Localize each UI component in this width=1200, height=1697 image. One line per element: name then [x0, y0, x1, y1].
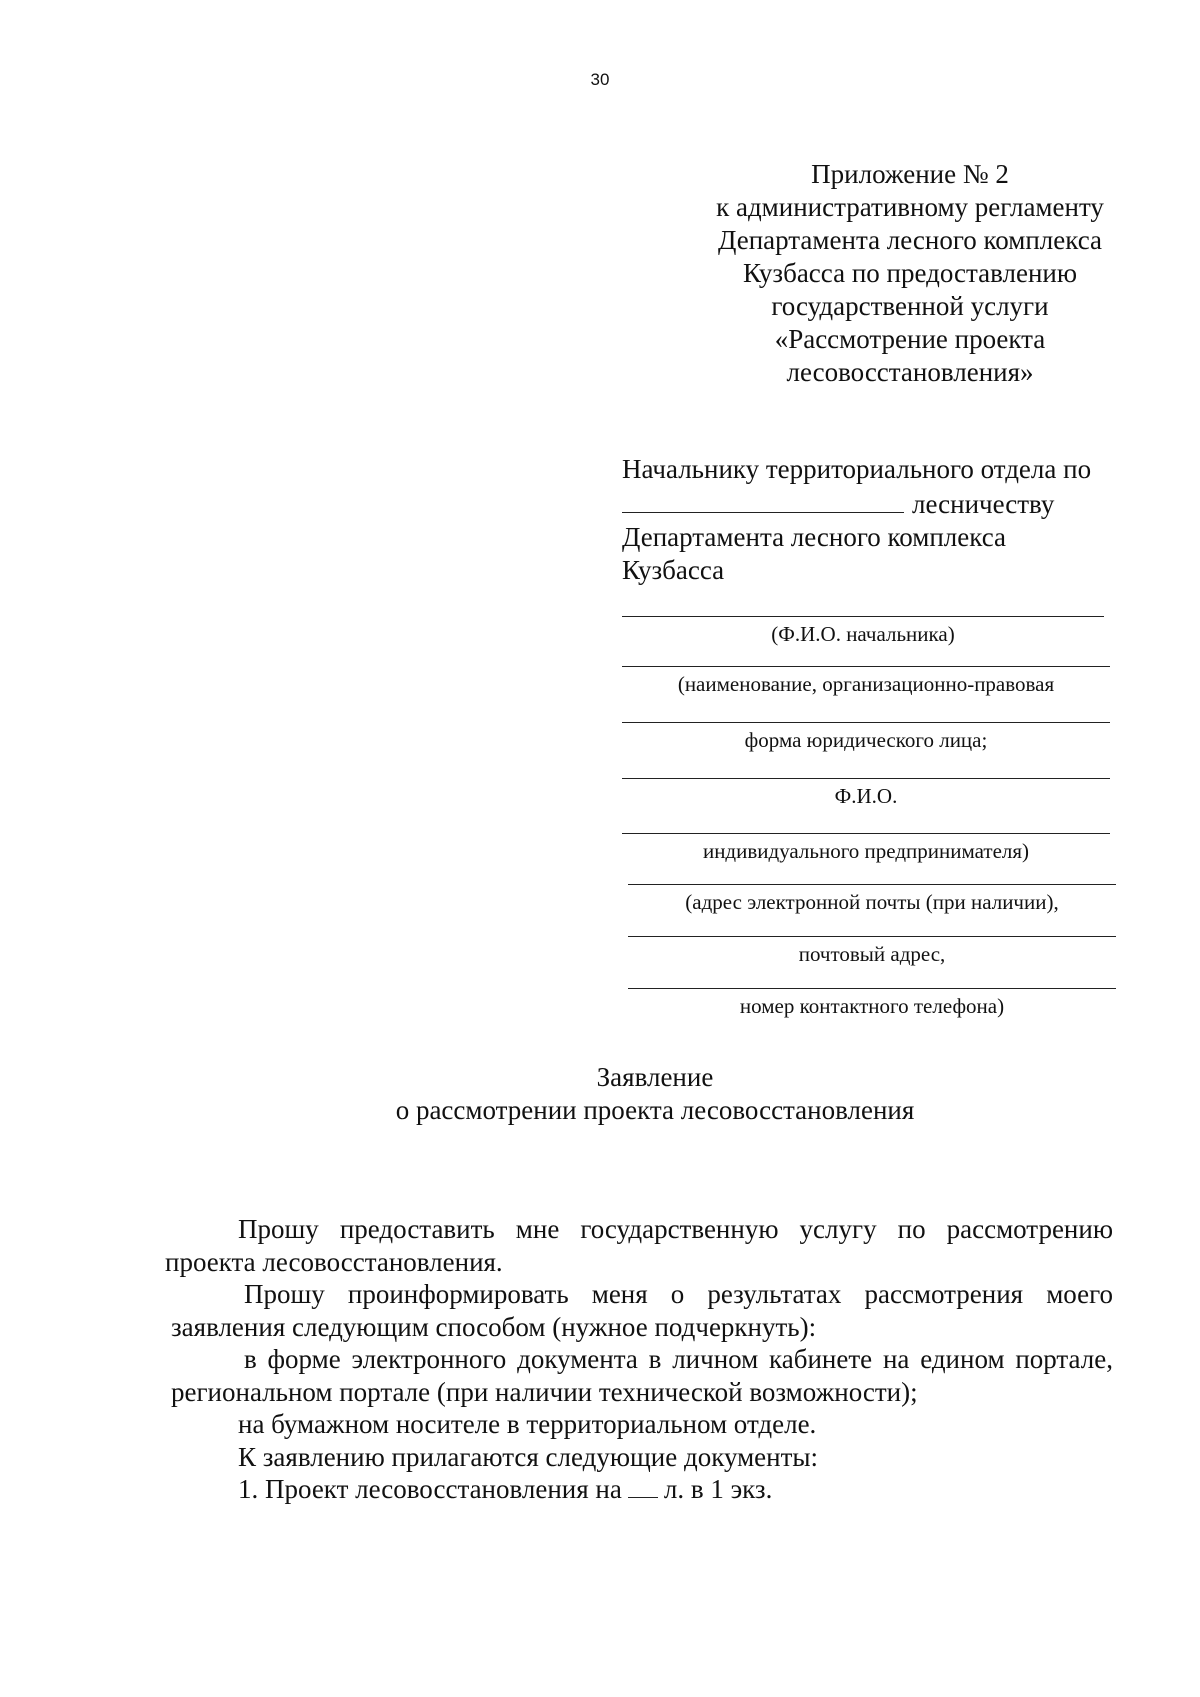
appendix-line: Департамента лесного комплекса — [718, 225, 1102, 255]
addressee-line-suffix: лесничеству — [912, 489, 1055, 519]
body-paragraph: Прошу предоставить мне государственную услугу по рассмотрению проекта лесовосстановления. — [165, 1214, 1113, 1277]
phone-field[interactable] — [628, 988, 1116, 1019]
document-title — [0, 1061, 1200, 1127]
appendix-line: Приложение № 2 — [811, 159, 1009, 189]
field-caption: форма юридического лица; — [744, 728, 988, 752]
fill-line — [628, 988, 1116, 989]
fill-line — [622, 778, 1110, 779]
field-caption: номер контактного телефона) — [739, 994, 1005, 1018]
appendix-header — [700, 158, 1120, 389]
entrepreneur-field[interactable] — [622, 833, 1110, 864]
fio-head-field[interactable] — [622, 616, 1104, 647]
legal-form-field[interactable] — [622, 722, 1110, 753]
sheet-count-blank[interactable] — [628, 1473, 658, 1498]
body-paragraph: в форме электронного документа в личном кабинете на едином портале, региональном портале (при наличии технической возможности); — [171, 1344, 1113, 1407]
appendix-line: к административному регламенту — [716, 192, 1104, 222]
attachment-suffix: л. в 1 экз. — [663, 1474, 773, 1504]
field-caption: почтовый адрес, — [798, 942, 946, 966]
addressee-line: Начальнику территориального отдела по — [622, 454, 1092, 484]
fill-line — [622, 833, 1110, 834]
title-line: о рассмотрении проекта лесовосстановления — [395, 1095, 915, 1125]
fio-field[interactable] — [622, 778, 1110, 809]
fill-line — [622, 616, 1104, 617]
addressee-forestry-line — [622, 486, 1142, 521]
addressee-block — [622, 453, 1142, 587]
body-paragraph: на бумажном носителе в территориальном отделе. — [238, 1409, 817, 1439]
appendix-line: «Рассмотрение проекта — [774, 324, 1046, 354]
body-paragraph: К заявлению прилагаются следующие документы: — [238, 1441, 819, 1472]
fill-line — [628, 884, 1116, 885]
field-caption: индивидуального предпринимателя) — [702, 839, 1030, 863]
appendix-line: лесовосстановления» — [786, 357, 1034, 387]
body-paragraph: Прошу проинформировать меня о результатах рассмотрения моего заявления следующим способом (нужное подчеркнуть): — [171, 1279, 1113, 1342]
appendix-line: Кузбасса по предоставлению — [742, 258, 1078, 288]
attachment-item — [165, 1473, 1113, 1506]
forestry-name-blank[interactable] — [622, 486, 904, 513]
field-caption: (наименование, организационно-правовая — [677, 672, 1055, 696]
field-caption: (Ф.И.О. начальника) — [771, 622, 955, 646]
attachment-prefix: 1. Проект лесовосстановления на — [238, 1474, 622, 1504]
addressee-line: Кузбасса — [622, 555, 725, 585]
fill-line — [622, 722, 1110, 723]
document-body — [165, 1213, 1113, 1506]
addressee-line: Департамента лесного комплекса — [622, 522, 1006, 552]
field-caption: (адрес электронной почты (при наличии), — [685, 890, 1059, 914]
page-number: 30 — [590, 70, 610, 89]
org-name-field[interactable] — [622, 666, 1110, 697]
title-line: Заявление — [596, 1062, 714, 1092]
field-caption: Ф.И.О. — [834, 784, 898, 808]
email-field[interactable] — [628, 884, 1116, 915]
fill-line — [622, 666, 1110, 667]
fill-line — [628, 936, 1116, 937]
postal-address-field[interactable] — [628, 936, 1116, 967]
appendix-line: государственной услуги — [771, 291, 1049, 321]
